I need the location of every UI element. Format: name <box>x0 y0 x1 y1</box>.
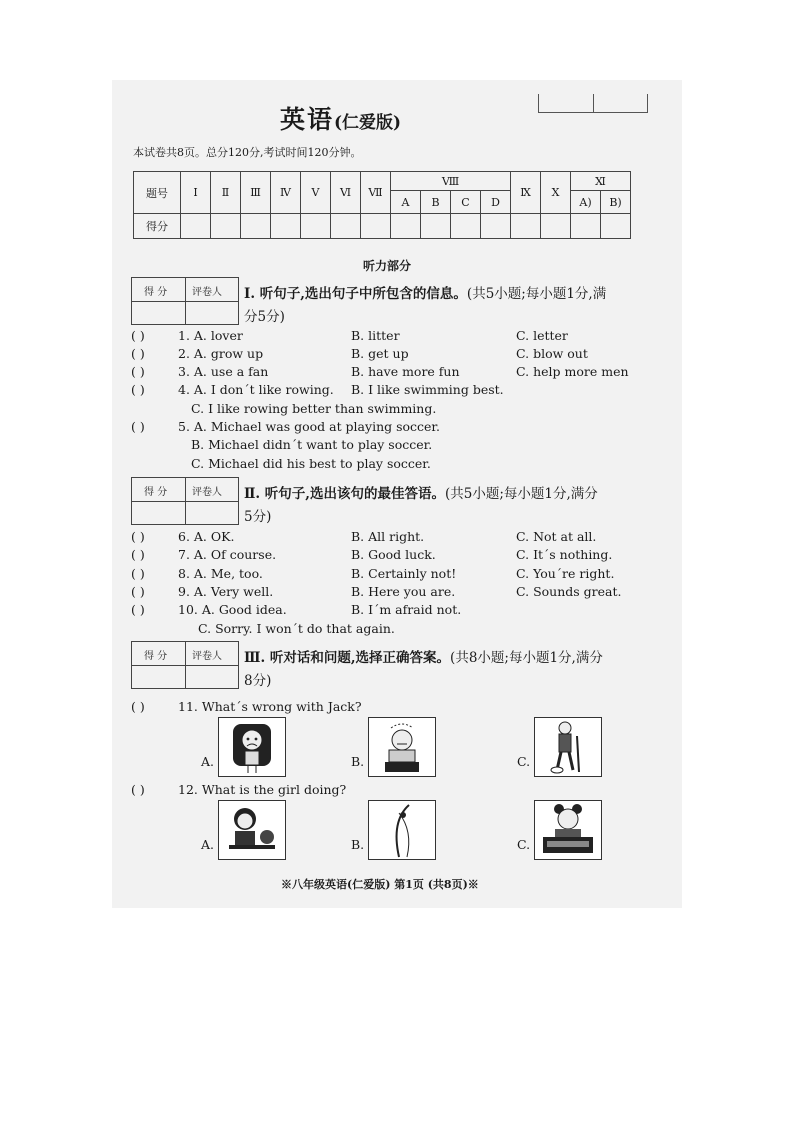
col-11a: A) <box>571 191 601 214</box>
q11-text: 11. What´s wrong with Jack? <box>178 699 362 714</box>
answer-blank[interactable]: ( ) <box>131 699 145 714</box>
q12-text: 12. What is the girl doing? <box>178 782 347 797</box>
q7-option-b: B. Good luck. <box>351 547 436 562</box>
col-11: Ⅺ <box>571 172 631 191</box>
q12-picture-b <box>368 800 436 860</box>
part3-note2: 8分) <box>244 673 272 689</box>
corner-box <box>538 94 648 113</box>
q7-option-a: 7. A. Of course. <box>178 547 277 562</box>
q2-option-b: B. get up <box>351 346 409 361</box>
score-cell[interactable] <box>211 214 241 239</box>
q1-option-a: 1. A. lover <box>178 328 243 343</box>
col-7: Ⅶ <box>361 172 391 214</box>
q1-option-b: B. litter <box>351 328 400 343</box>
answer-blank[interactable]: ( ) <box>131 529 145 544</box>
row-label-number: 题号 <box>134 172 181 214</box>
score-cell[interactable] <box>451 214 481 239</box>
q9-option-c: C. Sounds great. <box>516 584 622 599</box>
answer-blank[interactable]: ( ) <box>131 602 145 617</box>
part1-heading <box>244 283 654 329</box>
part1-note2: 分5分) <box>244 309 285 325</box>
answer-blank[interactable]: ( ) <box>131 547 145 562</box>
part1-heading-text: Ⅰ. 听句子,选出句子中所包含的信息。 <box>244 286 467 302</box>
q12-label-b: B. <box>351 837 365 852</box>
answer-blank[interactable]: ( ) <box>131 346 145 361</box>
page-footer: ※八年级英语(仁爱版) 第1页 (共8页)※ <box>281 878 479 891</box>
part3-note1: (共8小题;每小题1分,满分 <box>450 650 603 666</box>
q12-picture-a <box>218 800 286 860</box>
part2-heading <box>244 483 654 529</box>
col-3: Ⅲ <box>241 172 271 214</box>
q12-label-c: C. <box>517 837 531 852</box>
q11-picture-b <box>368 717 436 777</box>
col-4: Ⅳ <box>271 172 301 214</box>
answer-blank[interactable]: ( ) <box>131 419 145 434</box>
q3-option-a: 3. A. use a fan <box>178 364 269 379</box>
grader-box-1 <box>131 277 239 325</box>
q5-option-c: C. Michael did his best to play soccer. <box>191 456 431 471</box>
title-main: 英语 <box>280 105 335 134</box>
q5-option-a: 5. A. Michael was good at playing soccer. <box>178 419 441 434</box>
q10-option-b: B. I´m afraid not. <box>351 602 462 617</box>
q2-option-c: C. blow out <box>516 346 588 361</box>
listening-title: 听力部分 <box>363 259 412 273</box>
answer-blank[interactable]: ( ) <box>131 782 145 797</box>
part3-heading-text: Ⅲ. 听对话和问题,选择正确答案。 <box>244 650 451 666</box>
q6-option-a: 6. A. OK. <box>178 529 235 544</box>
score-cell[interactable] <box>361 214 391 239</box>
score-cell[interactable] <box>181 214 211 239</box>
answer-blank[interactable]: ( ) <box>131 584 145 599</box>
score-cell[interactable] <box>541 214 571 239</box>
grader-box-2 <box>131 477 239 525</box>
col-8: Ⅷ <box>391 172 511 191</box>
answer-blank[interactable]: ( ) <box>131 364 145 379</box>
q8-option-b: B. Certainly not! <box>351 566 457 581</box>
q8-option-a: 8. A. Me, too. <box>178 566 263 581</box>
q1-option-c: C. letter <box>516 328 568 343</box>
q5-option-b: B. Michael didn´t want to play soccer. <box>191 437 433 452</box>
score-cell[interactable] <box>331 214 361 239</box>
q9-option-a: 9. A. Very well. <box>178 584 274 599</box>
col-6: Ⅵ <box>331 172 361 214</box>
part2-note1: (共5小题;每小题1分,满分 <box>444 486 598 502</box>
q11-label-a: A. <box>201 754 215 769</box>
q2-option-a: 2. A. grow up <box>178 346 264 361</box>
score-cell[interactable] <box>391 214 421 239</box>
score-cell[interactable] <box>271 214 301 239</box>
col-11b: B) <box>601 191 631 214</box>
col-9: Ⅸ <box>511 172 541 214</box>
answer-blank[interactable]: ( ) <box>131 382 145 397</box>
q9-option-b: B. Here you are. <box>351 584 456 599</box>
score-cell[interactable] <box>421 214 451 239</box>
grader-score-label: 得 分 <box>144 287 168 298</box>
col-8a: A <box>391 191 421 214</box>
grader-marker-label: 评卷人 <box>192 287 222 298</box>
page-title <box>280 100 401 136</box>
score-cell[interactable] <box>601 214 631 239</box>
q10-option-a: 10. A. Good idea. <box>178 602 287 617</box>
q11-label-c: C. <box>517 754 531 769</box>
q8-option-c: C. You´re right. <box>516 566 615 581</box>
col-1: Ⅰ <box>181 172 211 214</box>
q10-option-c: C. Sorry. I won´t do that again. <box>198 621 395 636</box>
q12-label-a: A. <box>201 837 215 852</box>
q4-option-a: 4. A. I don´t like rowing. <box>178 382 334 397</box>
col-2: Ⅱ <box>211 172 241 214</box>
q4-option-c: C. I like rowing better than swimming. <box>191 401 437 416</box>
col-5: Ⅴ <box>301 172 331 214</box>
q11-picture-a <box>218 717 286 777</box>
col-8b: B <box>421 191 451 214</box>
q11-picture-c <box>534 717 602 777</box>
q4-option-b: B. I like swimming best. <box>351 382 504 397</box>
part3-heading <box>244 647 654 693</box>
score-cell[interactable] <box>241 214 271 239</box>
part2-note2: 5分) <box>244 509 272 525</box>
q7-option-c: C. It´s nothing. <box>516 547 613 562</box>
col-8c: C <box>451 191 481 214</box>
q3-option-b: B. have more fun <box>351 364 460 379</box>
q3-option-c: C. help more men <box>516 364 629 379</box>
title-edition: (仁爱版) <box>334 113 402 133</box>
q11-label-b: B. <box>351 754 365 769</box>
score-cell[interactable] <box>301 214 331 239</box>
grader-marker-label: 评卷人 <box>192 651 222 662</box>
col-8d: D <box>481 191 511 214</box>
grader-score-label: 得 分 <box>144 651 168 662</box>
score-table <box>133 171 631 239</box>
answer-blank[interactable]: ( ) <box>131 328 145 343</box>
q12-picture-c <box>534 800 602 860</box>
score-cell[interactable] <box>511 214 541 239</box>
score-cell[interactable] <box>571 214 601 239</box>
grader-score-label: 得 分 <box>144 487 168 498</box>
row-label-score: 得分 <box>134 214 181 239</box>
col-10: Ⅹ <box>541 172 571 214</box>
q6-option-b: B. All right. <box>351 529 425 544</box>
answer-blank[interactable]: ( ) <box>131 566 145 581</box>
exam-info: 本试卷共8页。总分120分,考试时间120分钟。 <box>133 146 362 159</box>
part2-heading-text: Ⅱ. 听句子,选出该句的最佳答语。 <box>244 486 445 502</box>
grader-marker-label: 评卷人 <box>192 487 222 498</box>
q6-option-c: C. Not at all. <box>516 529 597 544</box>
score-cell[interactable] <box>481 214 511 239</box>
part1-note1: (共5小题;每小题1分,满 <box>466 286 607 302</box>
grader-box-3 <box>131 641 239 689</box>
